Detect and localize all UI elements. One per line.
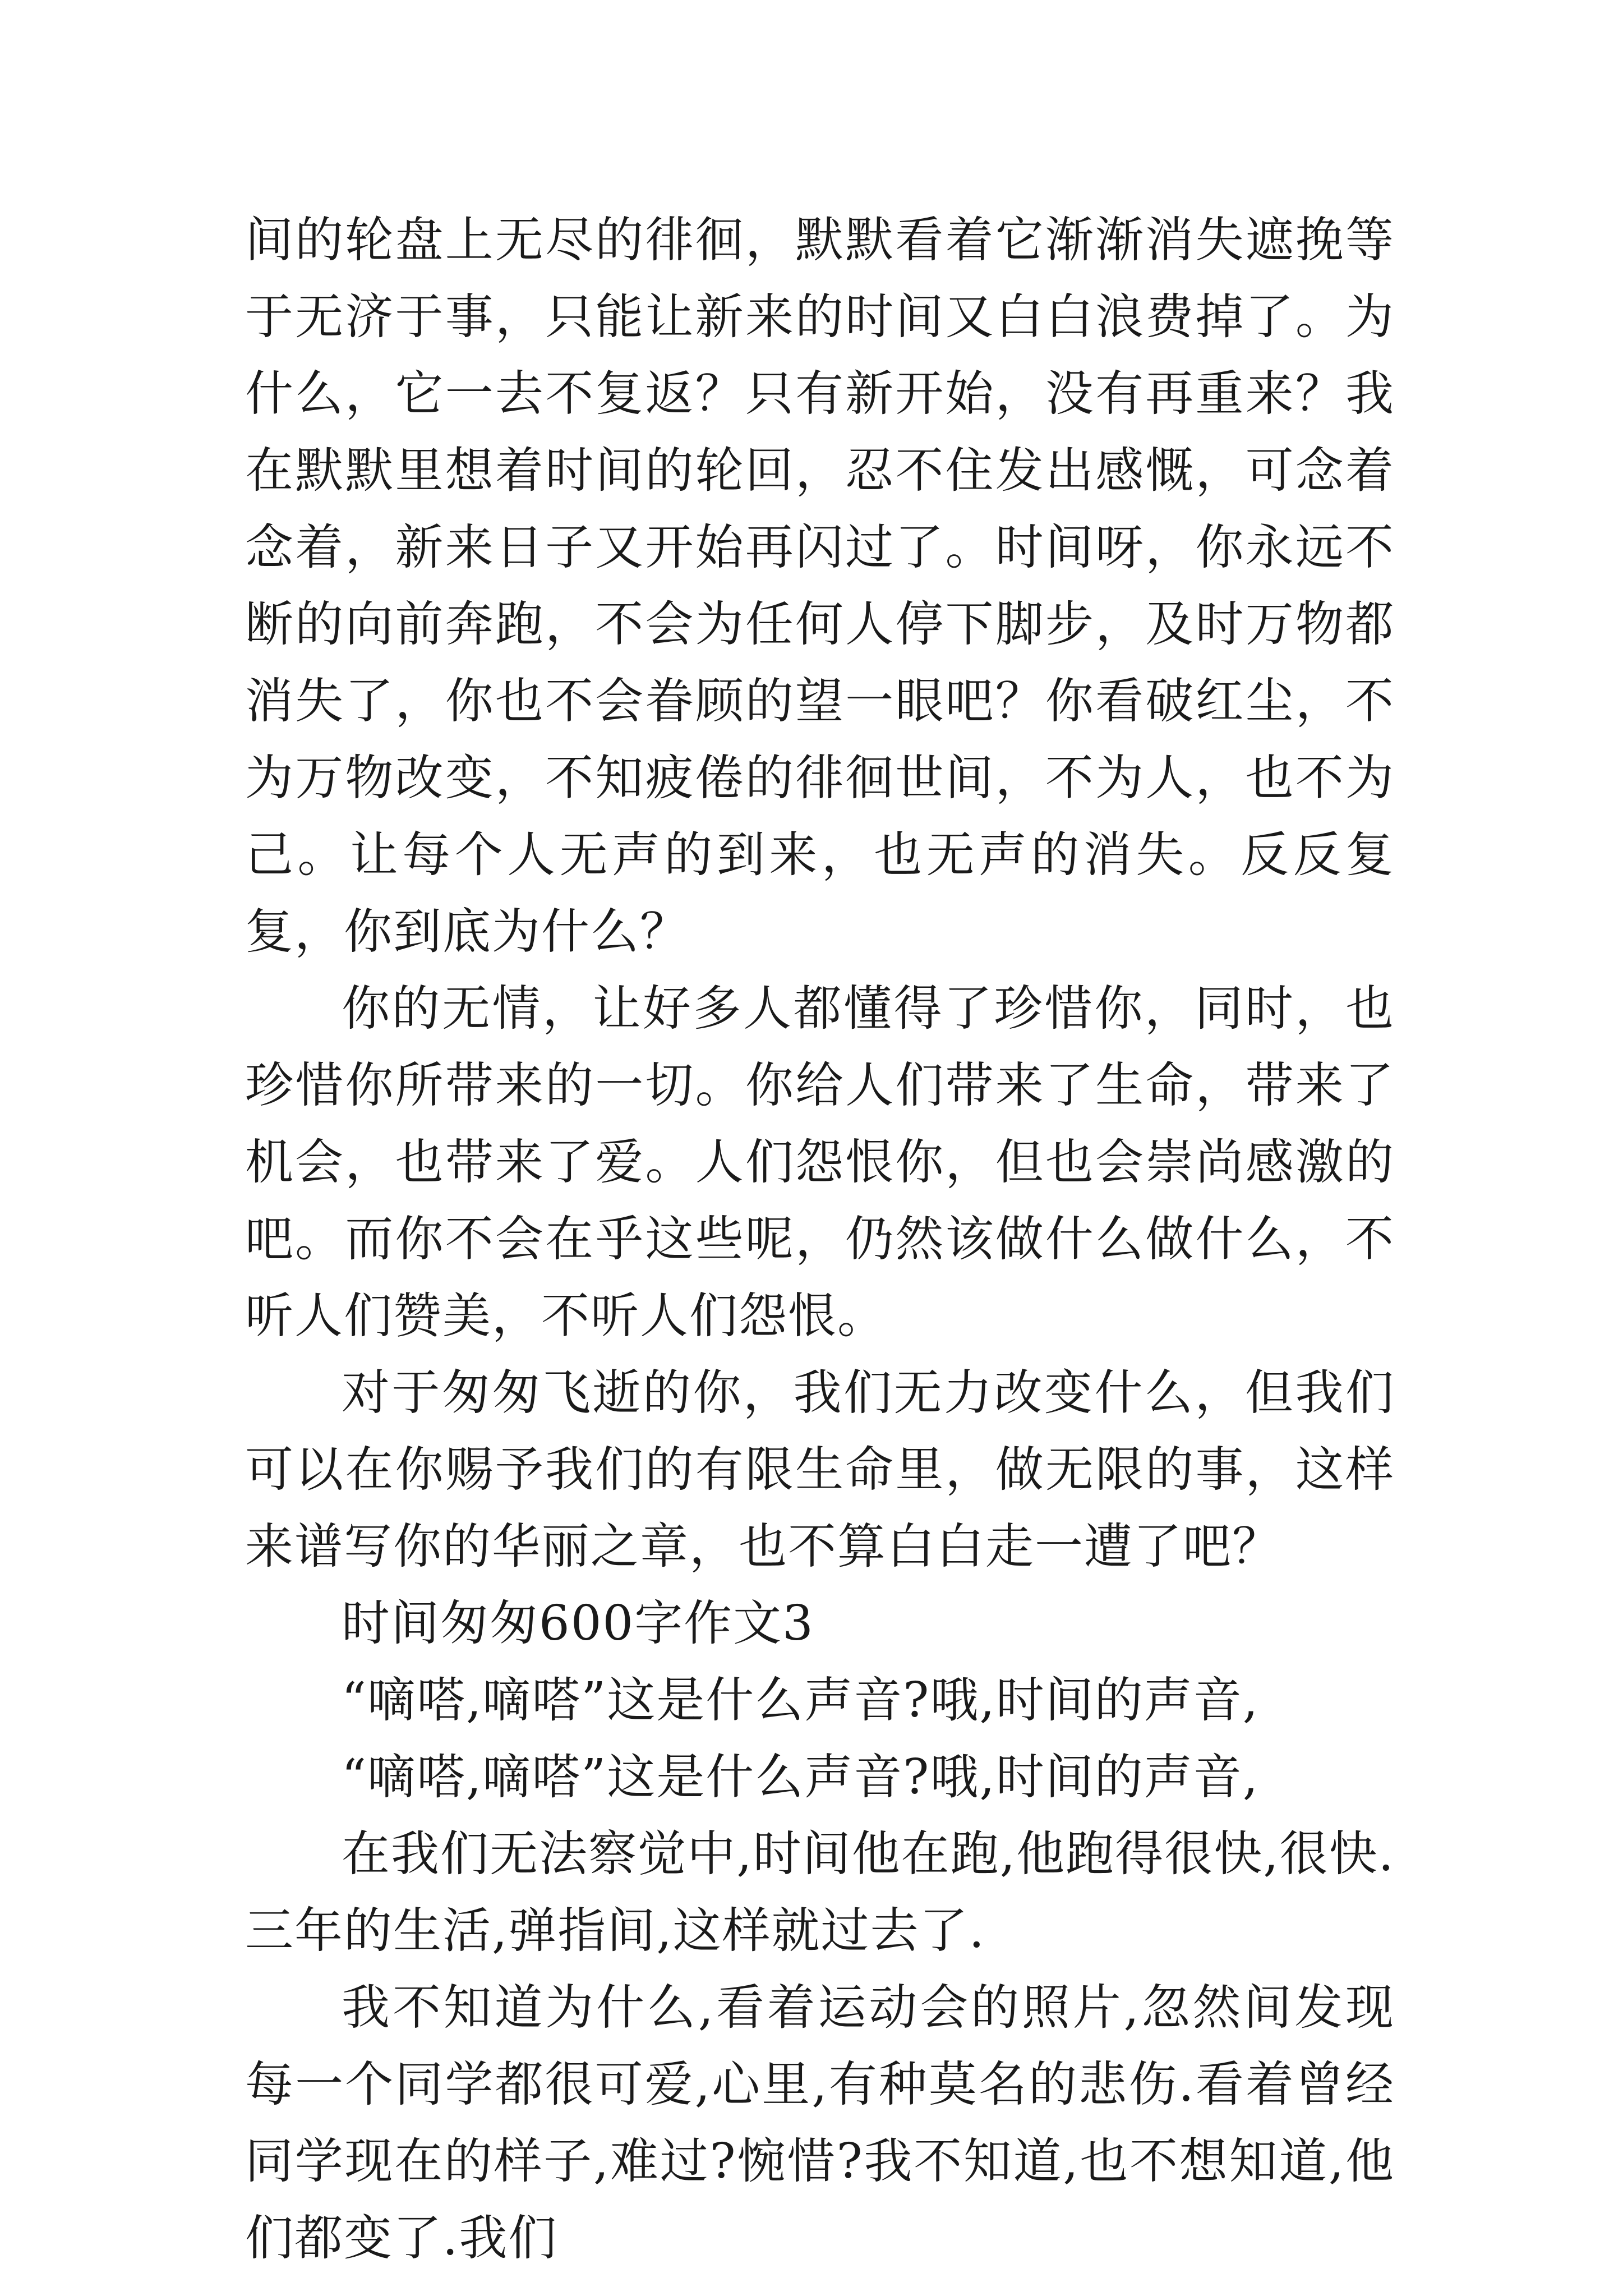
- paragraph-continuation: 间的轮盘上无尽的徘徊，默默看着它渐渐消失遮挽等于无济于事，只能让新来的时间又白白浪费掉了。为什么，它一去不复返？只有新开始，没有再重来？我在默默里想着时间的轮回，忍不住发出感慨，可念着念着，新来日子又开始再闪过了。时间呀，你永远不断的向前奔跑，不会为任何人停下脚步，及时万物都消失了，你也不会眷顾的望一眼吧？你看破红尘，不为万物改变，不知疲倦的徘徊世间，不为人，也不为己。让每个人无声的到来，也无声的消失。反反复复，你到底为什么？: [245, 212, 1395, 960]
- essay-heading: 时间匆匆600字作文3: [342, 1595, 814, 1651]
- paragraph-fleeting: 对于匆匆飞逝的你，我们无力改变什么，但我们可以在你赐予我们的有限生命里，做无限的事，这样来谱写你的华丽之章，也不算白白走一遭了吧？: [245, 1365, 1395, 1575]
- paragraph-ruthless: 你的无情，让好多人都懂得了珍惜你，同时，也珍惜你所带来的一切。你给人们带来了生命，带来了机会，也带来了爱。人们怨恨你，但也会崇尚感激的吧。而你不会在乎这些呢，仍然该做什么做什么，不听人们赞美，不听人们怨恨。: [245, 981, 1395, 1344]
- paragraph-ticktock-2: “嘀嗒,嘀嗒”这是什么声音?哦,时间的声音,: [342, 1749, 1260, 1805]
- paragraph-sports-photos: 我不知道为什么,看着运动会的照片,忽然间发现每一个同学都很可爱,心里,有种莫名的悲伤.看着曾经同学现在的样子,难过?惋惜?我不知道,也不想知道,他们都变了.我们: [245, 1980, 1395, 2266]
- paragraph-time-runs: 在我们无法察觉中,时间他在跑,他跑得很快,很快.三年的生活,弹指间,这样就过去了.: [245, 1826, 1395, 1959]
- body-text: [245, 202, 1395, 2277]
- paragraph-ticktock-1: “嘀嗒,嘀嗒”这是什么声音?哦,时间的声音,: [342, 1672, 1260, 1728]
